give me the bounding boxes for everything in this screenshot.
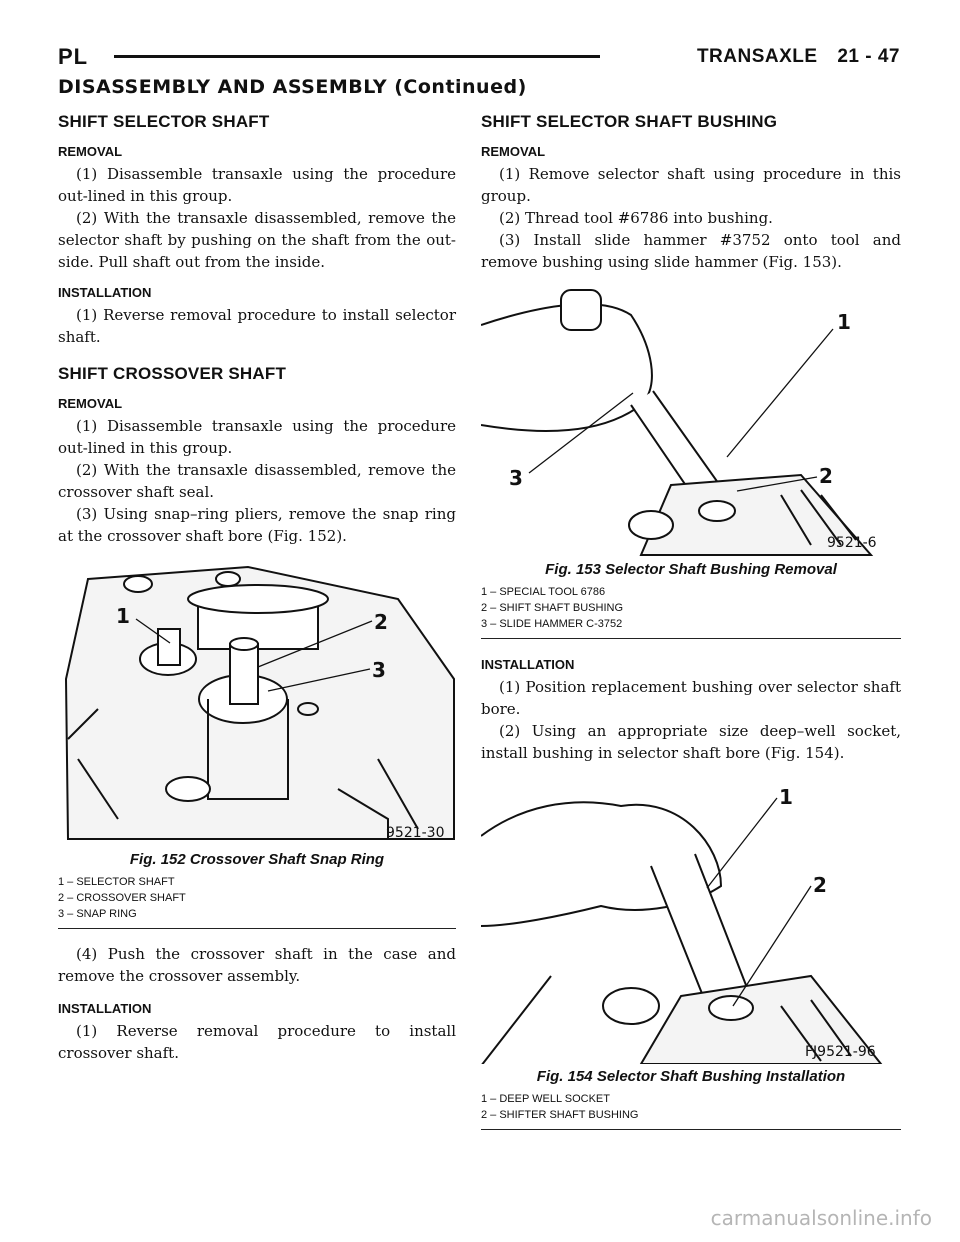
left-column bbox=[58, 112, 456, 1064]
figure-caption: Fig. 154 Selector Shaft Bushing Installation bbox=[536, 1068, 846, 1085]
watermark: carmanualsonline.info bbox=[710, 1206, 932, 1230]
step: (1) Remove selector shaft using procedure in this group. bbox=[481, 165, 901, 205]
step: (1) Reverse removal procedure to install crossover shaft. bbox=[58, 1022, 456, 1062]
subheading: INSTALLATION bbox=[481, 657, 575, 672]
step: (3) Install slide hammer #3752 onto tool and remove bushing using slide hammer (Fig. 153). bbox=[481, 231, 901, 271]
step: (1) Position replacement bushing over selector shaft bore. bbox=[481, 678, 901, 718]
callout-2: 2 bbox=[819, 464, 833, 488]
callout-3: 3 bbox=[509, 466, 523, 490]
right-column bbox=[481, 112, 901, 1130]
page-number: 21 - 47 bbox=[837, 46, 900, 67]
continued-heading: DISASSEMBLY AND ASSEMBLY (Continued) bbox=[58, 76, 527, 98]
page-header bbox=[58, 40, 900, 70]
legend-item: 1 – SPECIAL TOOL 6786 bbox=[481, 586, 606, 598]
bushing-installation-illustration bbox=[481, 776, 901, 1064]
figure-code: 9521-6 bbox=[827, 535, 877, 551]
section-title: SHIFT SELECTOR SHAFT bbox=[58, 112, 270, 131]
step: (2) Using an appropriate size deep–well socket, install bushing in selector shaft bore (Fig. 154). bbox=[481, 722, 901, 762]
callout-1: 1 bbox=[779, 785, 793, 809]
callout-1: 1 bbox=[116, 604, 130, 628]
legend-item: 3 – SLIDE HAMMER C-3752 bbox=[481, 618, 623, 630]
callout-2: 2 bbox=[374, 610, 388, 634]
header-rule bbox=[114, 55, 600, 58]
step: (2) With the transaxle disassembled, remove the selector shaft by pushing on the shaft from the out-side. Pull shaft out from the inside. bbox=[58, 209, 456, 271]
bushing-removal-illustration bbox=[481, 285, 901, 557]
step: (3) Using snap–ring pliers, remove the snap ring at the crossover shaft bore (Fig. 152). bbox=[58, 505, 456, 545]
subheading: INSTALLATION bbox=[58, 285, 152, 300]
crossover-shaft-illustration bbox=[58, 559, 456, 847]
figure-153 bbox=[481, 285, 901, 639]
section-title: SHIFT SELECTOR SHAFT BUSHING bbox=[481, 112, 778, 131]
subheading: REMOVAL bbox=[481, 144, 546, 159]
legend-item: 1 – SELECTOR SHAFT bbox=[58, 876, 175, 888]
legend-item: 1 – DEEP WELL SOCKET bbox=[481, 1093, 610, 1105]
legend-item: 2 – SHIFT SHAFT BUSHING bbox=[481, 602, 624, 614]
subheading: REMOVAL bbox=[58, 396, 123, 411]
callout-1: 1 bbox=[837, 310, 851, 334]
callout-2: 2 bbox=[813, 873, 827, 897]
step: (2) Thread tool #6786 into bushing. bbox=[499, 209, 773, 227]
step: (4) Push the crossover shaft in the case and remove the crossover assembly. bbox=[58, 945, 456, 985]
step: (1) Reverse removal procedure to install selector shaft. bbox=[58, 306, 456, 346]
step: (2) With the transaxle disassembled, remove the crossover shaft seal. bbox=[58, 461, 456, 501]
figure-caption: Fig. 153 Selector Shaft Bushing Removal bbox=[545, 561, 837, 578]
legend-item: 2 – CROSSOVER SHAFT bbox=[58, 892, 186, 904]
legend-item: 2 – SHIFTER SHAFT BUSHING bbox=[481, 1109, 639, 1121]
section-title: SHIFT CROSSOVER SHAFT bbox=[58, 364, 287, 383]
figure-code: 9521-30 bbox=[386, 825, 445, 841]
chapter-title: TRANSAXLE bbox=[696, 46, 818, 67]
subheading: INSTALLATION bbox=[58, 1001, 152, 1016]
step: (1) Disassemble transaxle using the procedure out-lined in this group. bbox=[58, 417, 456, 457]
figure-caption: Fig. 152 Crossover Shaft Snap Ring bbox=[129, 851, 385, 868]
legend-item: 3 – SNAP RING bbox=[58, 908, 137, 920]
figure-152 bbox=[58, 559, 456, 929]
step: (1) Disassemble transaxle using the procedure out-lined in this group. bbox=[58, 165, 456, 205]
section-code: PL bbox=[58, 44, 89, 69]
subheading: REMOVAL bbox=[58, 144, 123, 159]
figure-code: FJ9521-96 bbox=[805, 1044, 876, 1060]
callout-3: 3 bbox=[372, 658, 386, 682]
figure-154 bbox=[481, 776, 901, 1130]
